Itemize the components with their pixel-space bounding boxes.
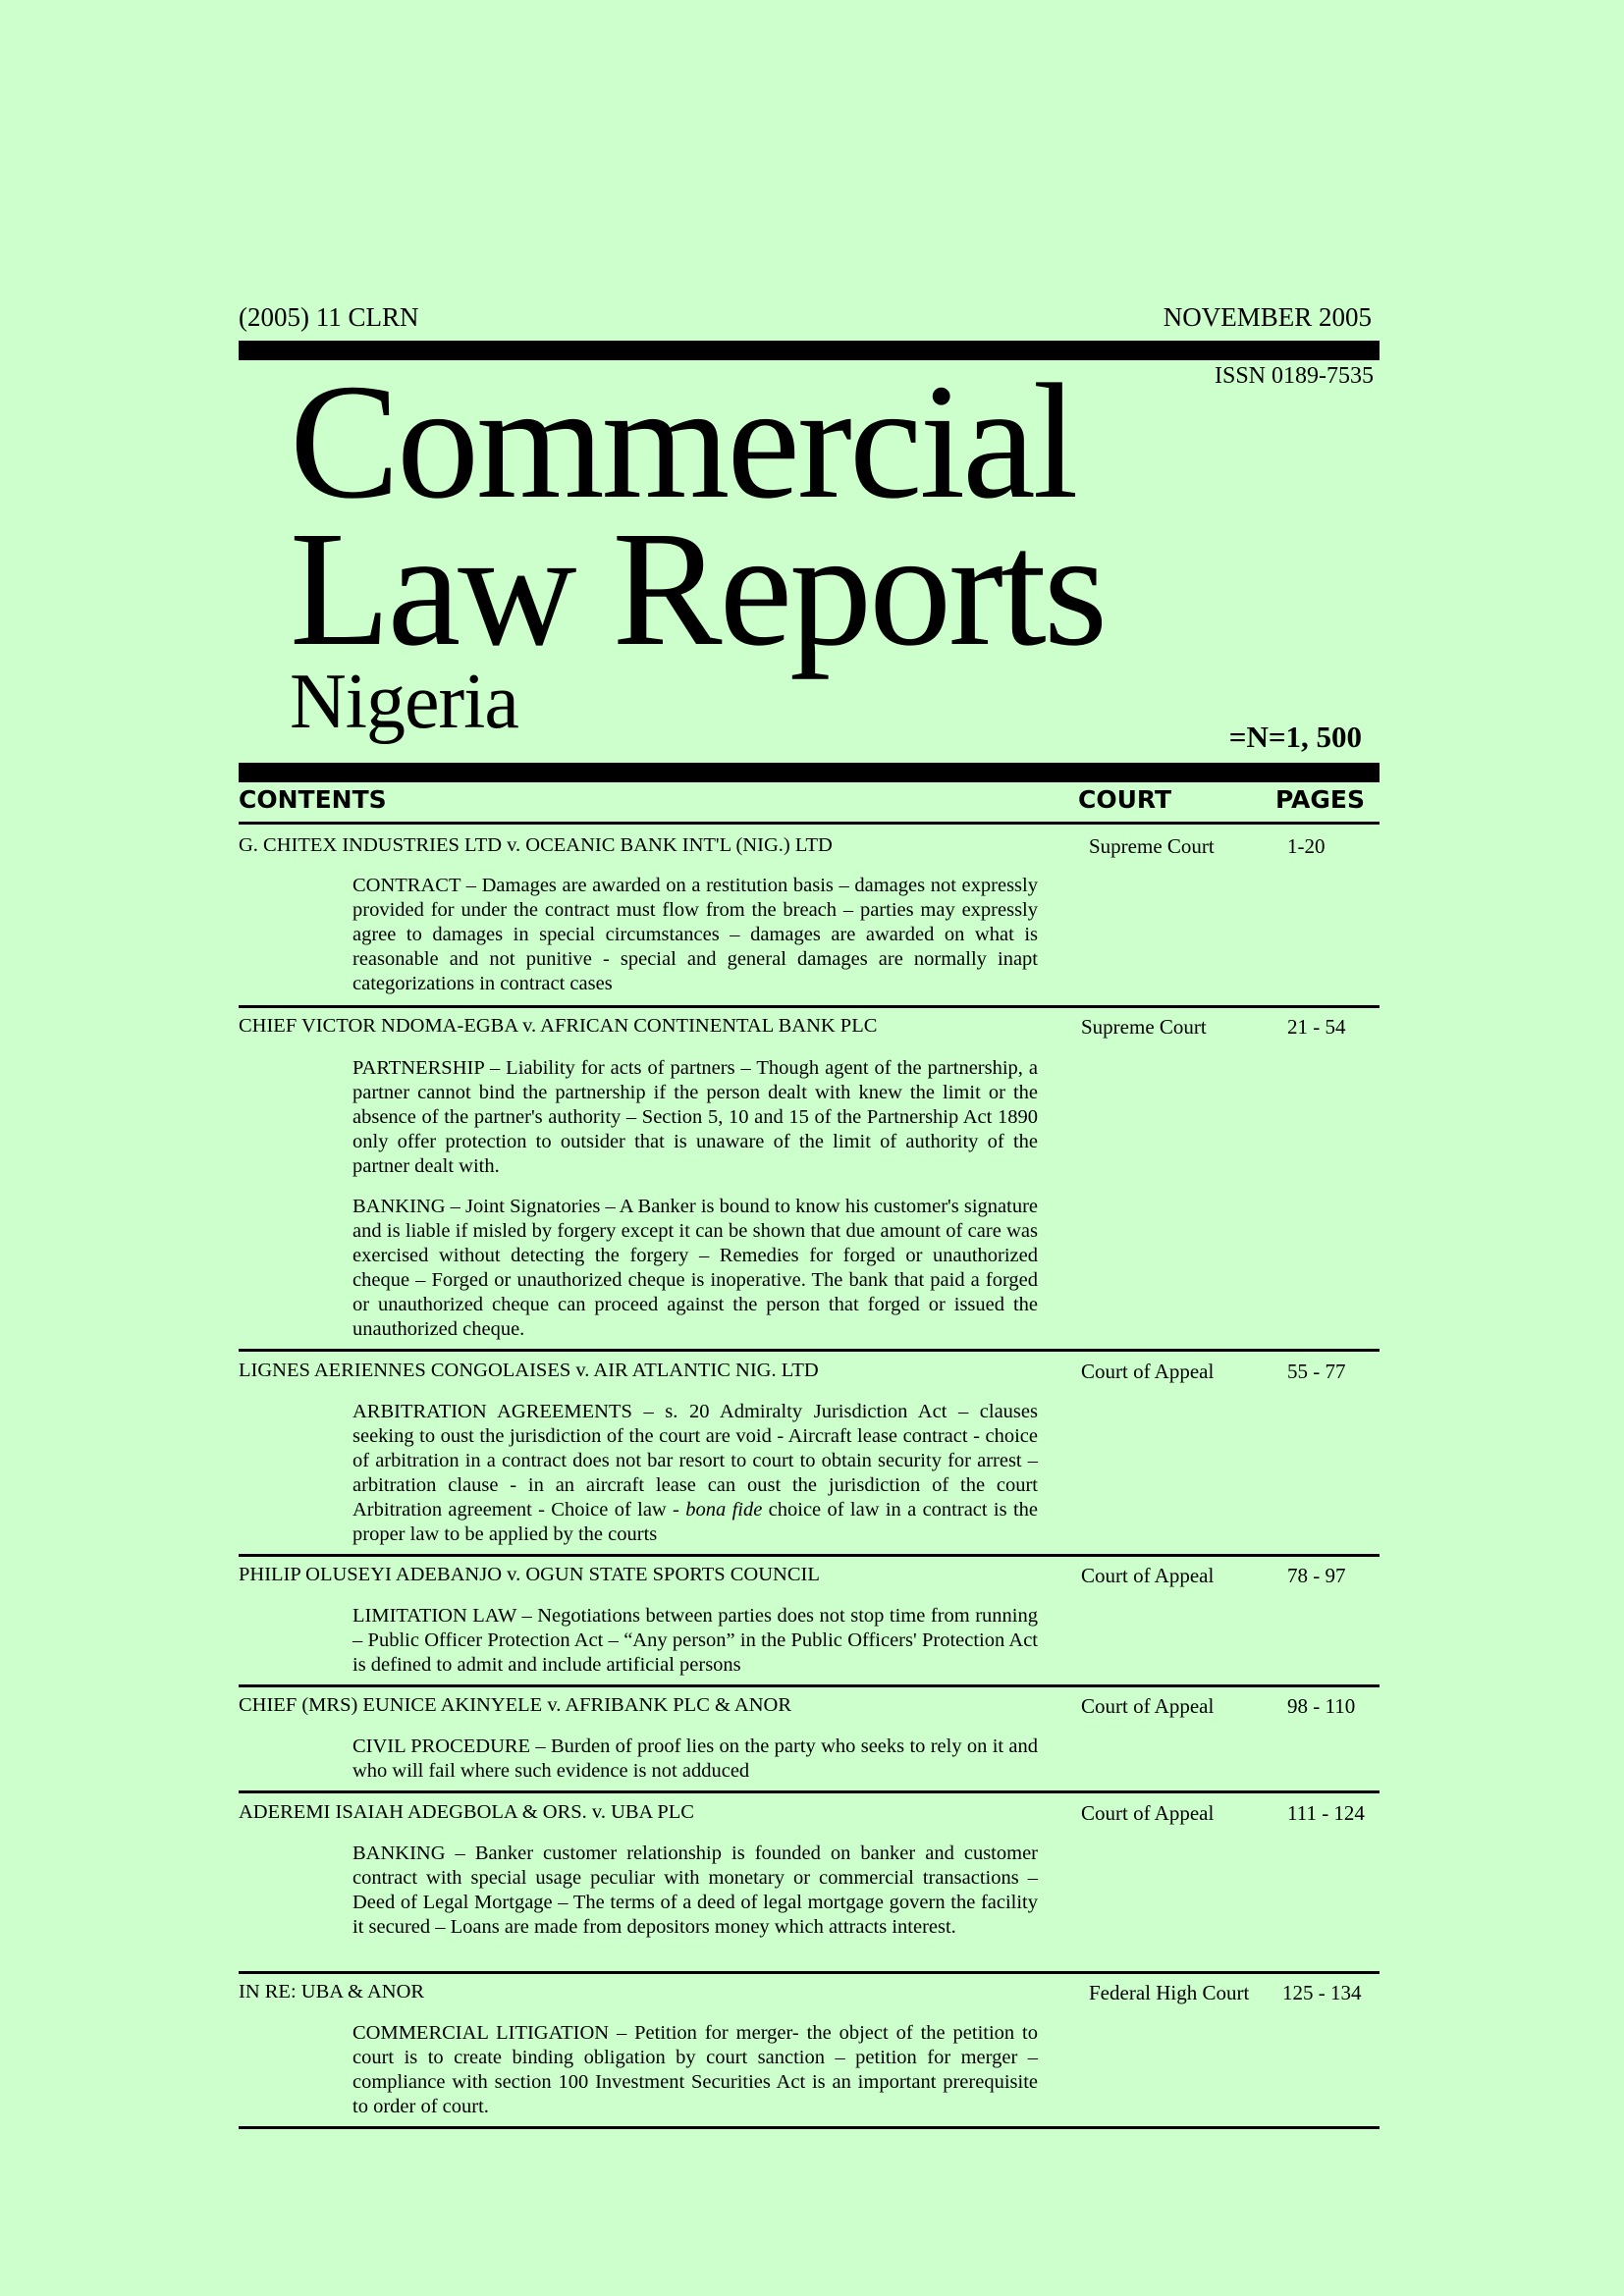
summary-heading: CONTRACT xyxy=(352,875,461,896)
header-underline xyxy=(239,822,1380,825)
summary-text: – Damages are awarded on a restitution basis – damages not expressly provided for under the contract must flow from the breach – parties may expressly agree to damages in special circumstances – damages are awarded on what is reasonable and not punitive - special and general damages are normally inapt categorizations in contract cases xyxy=(352,875,1038,994)
case-court: Court of Appeal xyxy=(1081,1801,1215,1825)
summary-heading: ARBITRATION AGREEMENTS xyxy=(352,1401,632,1422)
journal-title xyxy=(290,350,1106,680)
court-heading: COURT xyxy=(1078,785,1172,814)
summary-text: – Joint Signatories – A Banker is bound to know his customer's signature and is liable if misled by forgery except it can be shown that due amount of care was exercised without detecting the forgery – Remedies for forged or unauthorized cheque – Forged or unauthorized cheque is inoperative. The bank that paid a forged or unauthorized cheque can proceed against the person that forged or issued the unauthorized cheque. xyxy=(352,1196,1038,1340)
summary-text: – Petition for merger- the object of the petition to court is to create binding obligation by court sanction – petition for merger – compliance with section 100 Investment Securities Act is an important prerequisite to order of court. xyxy=(352,2022,1039,2117)
summary-heading: COMMERCIAL LITIGATION xyxy=(352,2022,610,2044)
case-pages: 98 - 110 xyxy=(1287,1694,1356,1718)
summary-text: – Burden of proof lies on the party who seeks to rely on it and who will fail where such evidence is not adduced xyxy=(352,1735,1038,1782)
case-pages: 125 - 134 xyxy=(1282,1981,1362,2004)
case-summary xyxy=(352,1842,1038,1940)
case-title: CHIEF (MRS) EUNICE AKINYELE v. AFRIBANK PLC & ANOR xyxy=(239,1694,792,1716)
case-court: Supreme Court xyxy=(1081,1015,1207,1039)
case-court: Court of Appeal xyxy=(1081,1694,1215,1718)
case-summary xyxy=(352,1400,1038,1547)
title-line-1: Commercial xyxy=(290,350,1076,533)
case-pages: 78 - 97 xyxy=(1287,1564,1346,1587)
case-title: ADEREMI ISAIAH ADEGBOLA & ORS. v. UBA PLC xyxy=(239,1801,694,1823)
case-court: Federal High Court xyxy=(1089,1981,1250,2004)
case-divider xyxy=(239,1971,1380,1974)
case-summary xyxy=(352,1056,1038,1179)
bottom-rule xyxy=(239,2126,1380,2129)
case-summary xyxy=(352,1195,1038,1342)
summary-heading: BANKING xyxy=(352,1196,446,1217)
summary-text: – Negotiations between parties does not stop time from running – Public Officer Protection Act – “Any person” in the Public Officers' Protection Act is defined to admit and include artificial persons xyxy=(352,1605,1038,1676)
case-pages: 111 - 124 xyxy=(1287,1801,1365,1825)
summary-text: – s. 20 Admiralty Jurisdiction Act – clauses seeking to oust the jurisdiction of the court are void - Aircraft lease contract - choice of arbitration in a contract does not bar resort to court to obtain security for arrest – arbitration clause - in an aircraft lease can oust the jurisdiction of the court Arbitration agreement - Choice of law - xyxy=(352,1401,1038,1521)
summary-heading: PARTNERSHIP xyxy=(352,1057,484,1079)
case-title: LIGNES AERIENNES CONGOLAISES v. AIR ATLANTIC NIG. LTD xyxy=(239,1360,819,1381)
price: =N=1, 500 xyxy=(1228,720,1362,754)
summary-tail: choice of law in a contract is the proper law to be applied by the courts xyxy=(352,1499,1038,1545)
journal-subtitle: Nigeria xyxy=(290,659,518,745)
case-divider xyxy=(239,1790,1380,1793)
summary-heading: LIMITATION LAW xyxy=(352,1605,516,1627)
issue-date: NOVEMBER 2005 xyxy=(1163,302,1372,332)
case-summary xyxy=(352,2021,1038,2119)
case-pages: 1-20 xyxy=(1287,834,1326,858)
case-title: PHILIP OLUSEYI ADEBANJO v. OGUN STATE SPORTS COUNCIL xyxy=(239,1564,820,1585)
title-line-2: Law Reports xyxy=(290,498,1106,680)
issn: ISSN 0189-7535 xyxy=(1214,363,1374,389)
header-rule xyxy=(239,763,1380,782)
case-pages: 21 - 54 xyxy=(1287,1015,1346,1039)
summary-italic: bona fide xyxy=(685,1499,763,1521)
case-divider xyxy=(239,1349,1380,1352)
case-court: Court of Appeal xyxy=(1081,1360,1215,1383)
summary-heading: BANKING xyxy=(352,1842,446,1864)
case-divider xyxy=(239,1005,1380,1008)
summary-heading: CIVIL PROCEDURE xyxy=(352,1735,531,1757)
citation: (2005) 11 CLRN xyxy=(239,302,419,332)
case-court: Supreme Court xyxy=(1089,834,1215,858)
case-title: IN RE: UBA & ANOR xyxy=(239,1981,425,2002)
pages-heading: PAGES xyxy=(1275,785,1365,814)
summary-text: – Liability for acts of partners – Though agent of the partnership, a partner cannot bind the partnership if the person dealt with knew the limit or the absence of the partner's authority – Section 5, 10 and 15 of the Partnership Act 1890 only offer protection to outsider that is unaware of the limit of authority of the partner dealt with. xyxy=(352,1057,1038,1177)
case-summary xyxy=(352,1604,1038,1678)
case-title: G. CHITEX INDUSTRIES LTD v. OCEANIC BANK INT'L (NIG.) LTD xyxy=(239,834,833,856)
case-pages: 55 - 77 xyxy=(1287,1360,1346,1383)
case-divider xyxy=(239,1684,1380,1687)
contents-heading: CONTENTS xyxy=(239,785,387,814)
case-court: Court of Appeal xyxy=(1081,1564,1215,1587)
case-title: CHIEF VICTOR NDOMA-EGBA v. AFRICAN CONTINENTAL BANK PLC xyxy=(239,1015,878,1037)
summary-text: – Banker customer relationship is founded on banker and customer contract with special usage peculiar with monetary or commercial transactions – Deed of Legal Mortgage – The terms of a deed of legal mortgage govern the facility it secured – Loans are made from depositors money which attracts interest. xyxy=(352,1842,1038,1938)
case-summary xyxy=(352,874,1038,996)
case-summary xyxy=(352,1735,1038,1784)
case-divider xyxy=(239,1554,1380,1557)
